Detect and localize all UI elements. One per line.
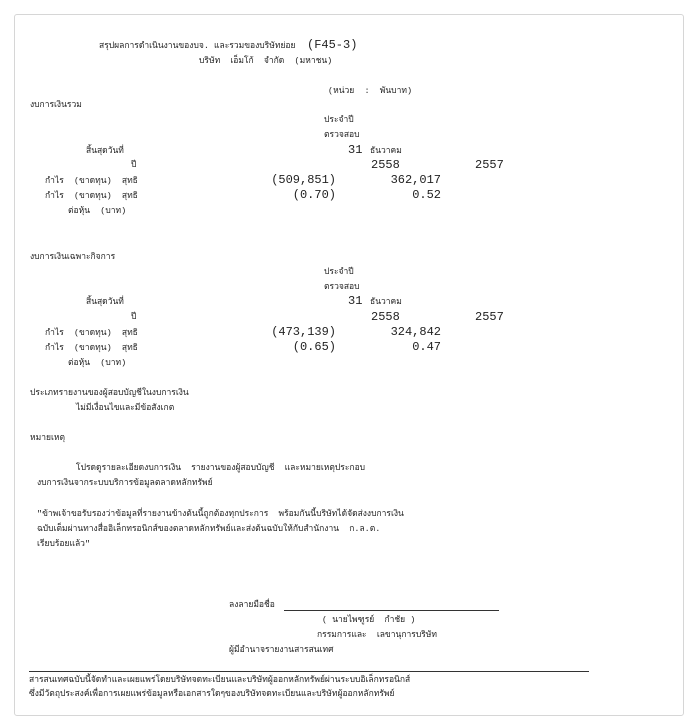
notes-line: งบการเงินจากระบบบริการข้อมูลตลาดหลักทรัพย์ (37, 478, 213, 488)
company-name: บริษัท เอ็มโก้ จำกัด (มหาชน) (199, 56, 333, 66)
separate-period-label: ประจำปี (324, 267, 354, 277)
separate-year-current: 2558 (371, 310, 400, 324)
consolidated-row-label: กำไร (ขาดทุน) สุทธิ (45, 191, 138, 201)
separate-section-title: งบการเงินเฉพาะกิจการ (30, 252, 116, 262)
separate-per-share-label: ต่อหุ้น (บาท) (68, 358, 127, 368)
consolidated-day: 31 (348, 143, 363, 157)
signatory-position: กรรมการและ เลขานุการบริษัท (317, 630, 437, 640)
separate-month: ธันวาคม (370, 297, 402, 307)
certification-line: เรียบร้อยแล้ว" (37, 539, 91, 549)
form-code: (F45-3) (307, 38, 358, 52)
auditor-type-value: ไม่มีเงื่อนไขและมีข้อสังเกต (76, 403, 175, 413)
consolidated-year-current: 2558 (371, 158, 400, 172)
footer-divider (29, 671, 589, 672)
consolidated-row-current: (0.70) (292, 188, 336, 202)
consolidated-row-prior: 362,017 (390, 173, 441, 187)
separate-year-prior: 2557 (475, 310, 504, 324)
separate-audit-label: ตรวจสอบ (324, 282, 360, 292)
separate-ending-label: สิ้นสุดวันที่ (86, 297, 124, 307)
separate-row-prior: 324,842 (390, 325, 441, 339)
consolidated-year-label: ปี (131, 160, 137, 170)
footer-line: ซึ่งมีวัตถุประสงค์เพื่อการเผยแพร่ข้อมูลหรือเอกสารใดๆของบริษัทจดทะเบียนและบริษัทผู้ออกหลักทรัพย์ (29, 689, 395, 699)
consolidated-section-title: งบการเงินรวม (30, 100, 82, 110)
unit-label: (หน่วย : พันบาท) (328, 86, 413, 96)
report-title: สรุปผลการดำเนินงานของบจ. และรวมของบริษัทย่อย (99, 41, 296, 51)
certification-line: ฉบับเต็มผ่านทางสื่ออิเล็กทรอนิกส์ของตลาดหลักทรัพย์และส่งต้นฉบับให้กับสำนักงาน ก.ล.ต. (37, 524, 381, 534)
notes-title: หมายเหตุ (30, 433, 65, 443)
consolidated-period-label: ประจำปี (324, 115, 354, 125)
authorized-reporter: ผู้มีอำนาจรายงานสารสนเทศ (229, 645, 334, 655)
consolidated-row-label: กำไร (ขาดทุน) สุทธิ (45, 176, 138, 186)
signature-line (284, 610, 499, 611)
auditor-type-label: ประเภทรายงานของผู้สอบบัญชีในงบการเงิน (30, 388, 189, 398)
consolidated-audit-label: ตรวจสอบ (324, 130, 360, 140)
consolidated-year-prior: 2557 (475, 158, 504, 172)
consolidated-ending-label: สิ้นสุดวันที่ (86, 146, 124, 156)
separate-row-label: กำไร (ขาดทุน) สุทธิ (45, 328, 138, 338)
separate-row-label: กำไร (ขาดทุน) สุทธิ (45, 343, 138, 353)
certification-line: "ข้าพเจ้าขอรับรองว่าข้อมูลที่รายงานข้างต้นนี้ถูกต้องทุกประการ พร้อมกันนี้บริษัทได้จัดส่งงบการเงิน (37, 509, 404, 519)
separate-row-current: (473,139) (271, 325, 336, 339)
separate-row-current: (0.65) (292, 340, 336, 354)
separate-row-prior: 0.47 (412, 340, 441, 354)
separate-year-label: ปี (131, 312, 137, 322)
consolidated-month: ธันวาคม (370, 146, 402, 156)
signatory-name: ( นายไพฑูรย์ กำชัย ) (322, 615, 416, 625)
signature-label: ลงลายมือชื่อ (229, 600, 275, 610)
consolidated-row-current: (509,851) (271, 173, 336, 187)
consolidated-per-share-label: ต่อหุ้น (บาท) (68, 206, 127, 216)
footer-line: สารสนเทศฉบับนี้จัดทำและเผยแพร่โดยบริษัทจดทะเบียนและบริษัทผู้ออกหลักทรัพย์ผ่านระบบอิเล็กทรอนิกส์ (29, 675, 411, 685)
notes-line: โปรดดูรายละเอียดงบการเงิน รายงานของผู้สอบบัญชี และหมายเหตุประกอบ (76, 463, 366, 473)
consolidated-row-prior: 0.52 (412, 188, 441, 202)
separate-day: 31 (348, 294, 363, 308)
